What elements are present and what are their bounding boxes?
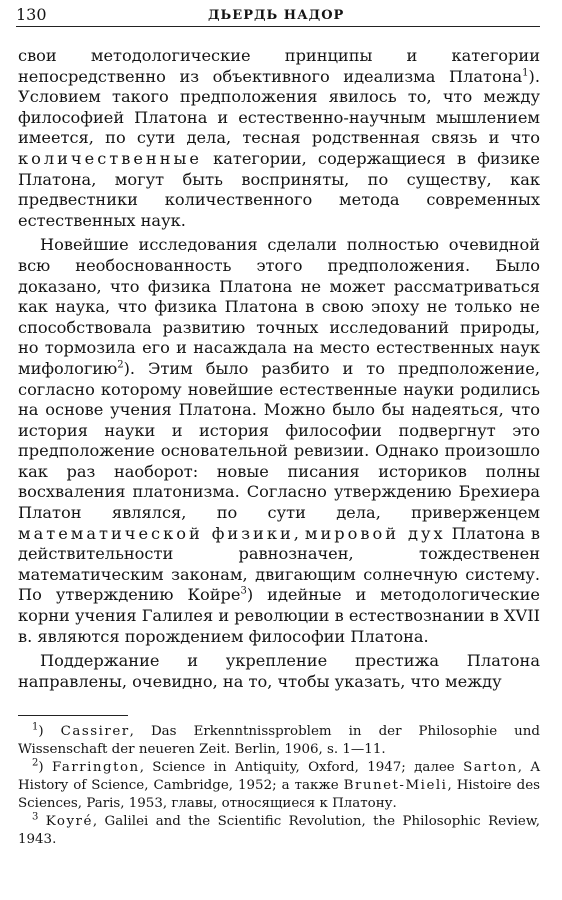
p2-emphasis-1: математической физики [18,523,294,543]
footnote-ref-2[interactable]: 2 [117,359,124,371]
paragraph-3 [18,651,540,692]
page-number: 130 [16,5,47,24]
footnote-mark-3: 3 [32,811,39,823]
footnote-mark-1: 1 [32,721,39,733]
footnote-2-text: , Science in Antiquity, Oxford, 1947; далее [139,760,464,775]
p2-text-b: ). Этим было разбито и то предположение, согласно которому новейшие естественные науки родились на основе учения Платона. Можно было бы надеяться, что история науки и история философии подвергнут это предположение основательной ревизии. Однако произошло как раз наоборот: новые писания историков полны восхваления платонизма. Согласно утверждению Брехиера Платон являлся, по сути дела, приверженцем [18,358,540,523]
footnote-mark-2: 2 [32,757,39,769]
p1-text-b: ). Условием такого предположения явилось то, что между философией Платона и естественно-научным мышлением имеется, по сути дела, тесная родственная связь и что [18,66,540,148]
footnote-1-author: Cassirer [60,724,130,739]
paragraph-2 [18,235,540,647]
footnote-2: $^2$) Farrington, Science in Antiquity, Oxford, 1947; далее Sarton, A History of Science, Cambridge, 1952; а также Brunet-Mieli, Histoire des Sciences, Paris, 1953, главы, относящиеся к Платону. [18,757,541,811]
p2-text-a: Новейшие исследования сделали полностью очевидной всю необоснованность этого предположения. Было доказано, что физика Платона не может рассматриваться как наука, что физика Платона в свою эпоху не только не способствовала развитию точных исследований природы, но тормозила его и насаждала на место естественных наук мифологию [18,235,540,378]
footnote-1-text: , Das Erkenntnissproblem in der Philosophie und Wissenschaft der neueren Zeit. Berlin, 1906, s. 1—11. [18,724,540,757]
page-header [16,4,540,26]
footnote-2-author: Farrington [51,760,140,775]
footnote-2-text-2: , A History of Science, Cambridge, 1952; а также [18,760,541,793]
header-rule [16,26,540,27]
p3-text: Поддержание и укрепление престижа Платона направлены, очевидно, на то, чтобы указать, что между [18,651,540,691]
footnote-2-text-3: , Histoire des Sciences, Paris, 1953, главы, относящиеся к Платону. [18,778,540,811]
footnote-3-text: , Galilei and the Scientific Revolution, the Philosophic Review, 1943. [18,814,540,847]
footnotes [18,723,540,849]
footnote-ref-1[interactable]: 1 [522,67,529,79]
p2-text-c: , [293,523,305,543]
footnote-2-author-2: Sarton [463,760,518,775]
footnote-rule [18,715,128,716]
footnote-1: $^1$) Cassirer, Das Erkenntnissproblem in der Philosophie und Wissenschaft der neueren Zeit. Berlin, 1906, s. 1—11. [18,721,540,757]
p2-text-d: Платона в действительности равнозначен, тождественен математическим законам, двигающим солнечную систему. По утверждению Койре [18,523,540,605]
p1-text-a: свои методологические принципы и категории непосредственно из объективного идеализма Платона [18,46,540,86]
main-text [18,46,540,692]
paragraph-1 [18,46,540,231]
p1-text-c: категории, содержащиеся в физике Платона, могут быть восприняты, по существу, как предвестники количественного метода современных естественных наук. [18,148,540,230]
footnote-3-author: Koyré [45,814,93,829]
p2-emphasis-2: мировой дух [304,523,446,543]
footnote-3 [18,813,540,849]
footnote-2-author-3: Brunet-Mieli [343,778,448,793]
p1-emphasis: количественные [18,148,202,168]
running-head: ДЬЕРДЬ НАДОР [208,8,345,23]
p2-text-e: ) идейные и методологические корни учения Галилея и революции в естествознании в XVII в. являются порождением философии Платона. [18,585,540,646]
footnote-ref-3[interactable]: 3 [240,586,247,598]
